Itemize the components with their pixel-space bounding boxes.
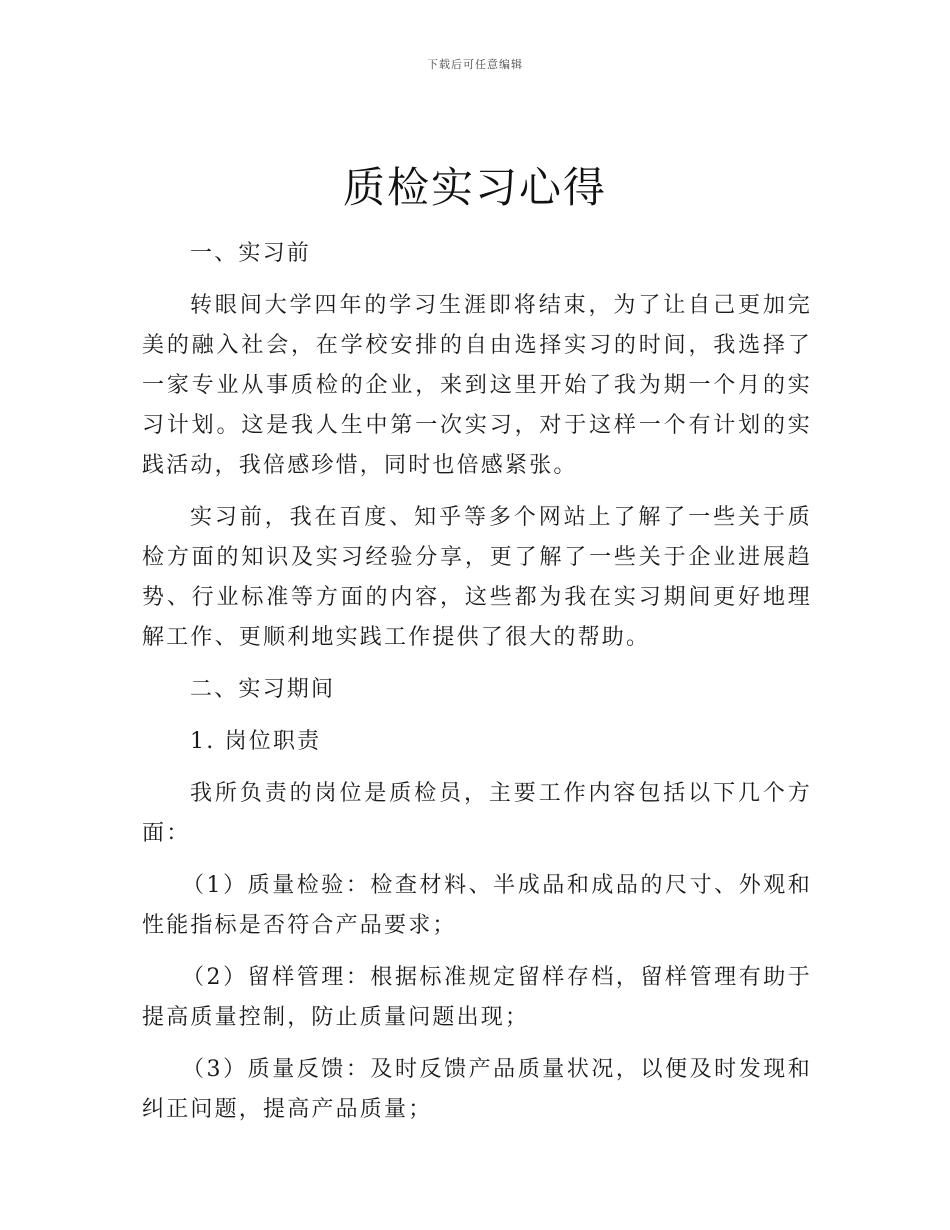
subsection-heading-duties: 1. 岗位职责: [190, 729, 322, 754]
paragraph-duties-intro: 我所负责的岗位是质检员，主要工作内容包括以下几个方面：: [142, 781, 812, 846]
paragraph-preparation: 实习前，我在百度、知乎等多个网站上了解了一些关于质检方面的知识及实习经验分享，更了解了一些关于企业进展趋势、行业标准等方面的内容，这些都为我在实习期间更好地理解工作、更顺利地实践工作提供了很大的帮助。: [142, 505, 812, 650]
list-item-quality-feedback: （3）质量反馈：及时反馈产品质量状况，以便及时发现和纠正问题，提高产品质量；: [142, 1057, 812, 1122]
paragraph-intro: 转眼间大学四年的学习生涯即将结束，为了让自己更加完美的融入社会，在学校安排的自由选择实习的时间，我选择了一家专业从事质检的企业，来到这里开始了我为期一个月的实习计划。这是我人生中第一次实习，对于这样一个有计划的实践活动，我倍感珍惜，同时也倍感紧张。: [142, 293, 812, 478]
section-heading-during-internship: 二、实习期间: [190, 677, 336, 702]
section-heading-before-internship: 一、实习前: [190, 241, 312, 266]
header-note: 下载后可任意编辑: [427, 58, 523, 71]
list-item-sample-management: （2）留样管理：根据标准规定留样存档，留样管理有助于提高质量控制，防止质量问题出现；: [142, 965, 812, 1030]
list-item-quality-inspection: （1）质量检验：检查材料、半成品和成品的尺寸、外观和性能指标是否符合产品要求；: [142, 873, 812, 938]
document-title: 质检实习心得: [342, 163, 607, 212]
document-body: [142, 234, 812, 1130]
